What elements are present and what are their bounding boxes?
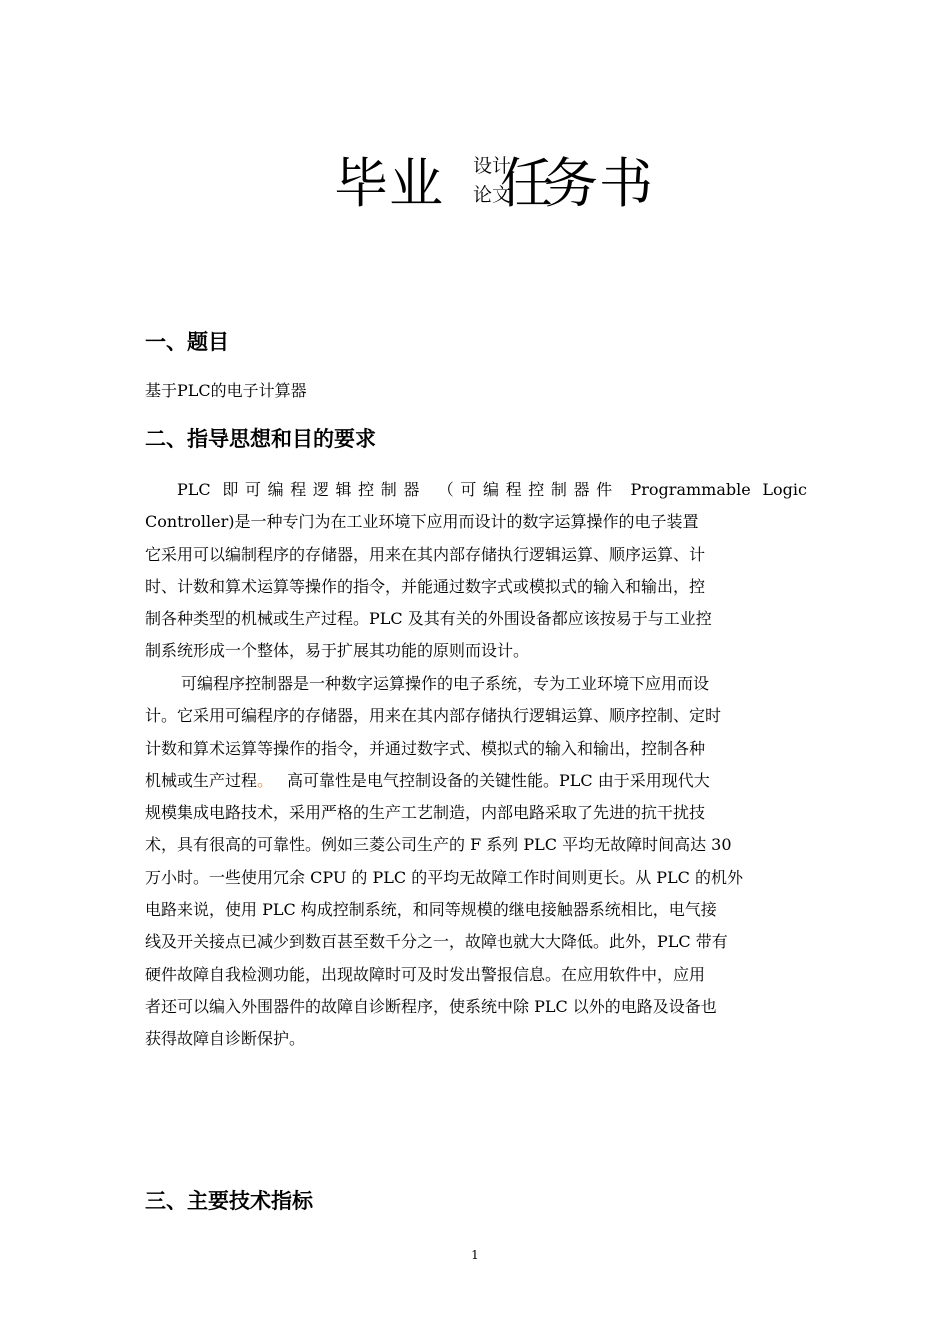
paragraph-line: 机械或生产过程。 高可靠性是电气控制设备的关键性能。PLC 由于采用现代大: [145, 770, 710, 790]
paragraph-line: 制各种类型的机械或生产过程。PLC 及其有关的外围设备都应该按易于与工业控: [145, 609, 712, 629]
paragraph-line: 制系统形成一个整体，易于扩展其功能的原则而设计。: [145, 641, 530, 661]
paragraph-line: 获得故障自诊断保护。: [145, 1029, 306, 1049]
title-right-text: 务书: [544, 152, 654, 215]
paragraph-line: 者还可以编入外围器件的故障自诊断程序，使系统中除 PLC 以外的电路及设备也: [145, 996, 717, 1016]
title-option-design: 设计: [473, 155, 512, 177]
paragraph-plc-intro: [145, 474, 807, 668]
paragraph-line: 它采用可以编制程序的存储器，用来在其内部存储执行逻辑运算、顺序运算、计: [145, 544, 706, 564]
topic-text: 基于PLC的电子计算器: [145, 381, 307, 400]
page-number: 1: [471, 1248, 479, 1262]
paragraph-line: PLC 即可编程逻辑控制器 （可编程控制器件 Programmable Logic: [177, 480, 807, 499]
title-right: [500, 148, 654, 220]
paragraph-line: 计数和算术运算等操作的指令，并通过数字式、模拟式的输入和输出，控制各种: [145, 738, 706, 758]
paragraph-line: 电路来说，使用 PLC 构成控制系统，和同等规模的继电接触器系统相比，电气接: [145, 900, 717, 920]
title-option-thesis: 论文: [473, 184, 512, 206]
section-heading-technical-specs: 三、主要技术指标: [145, 1189, 313, 1213]
paragraph-line: 可编程序控制器是一种数字运算操作的电子系统，专为工业环境下应用而设: [181, 674, 710, 693]
section-heading-topic: 一、题目: [145, 330, 229, 354]
document-title: [0, 148, 950, 223]
paragraph-plc-reliability: [145, 668, 807, 1056]
paragraph-line: 万小时。一些使用冗余 CPU 的 PLC 的平均无故障工作时间则更长。从 PLC 的机外: [145, 867, 743, 887]
paragraph-line: 术，具有很高的可靠性。例如三菱公司生产的 F 系列 PLC 平均无故障时间高达 30: [145, 835, 732, 855]
paragraph-line: 线及开关接点已减少到数百甚至数千分之一，故障也就大大降低。此外，PLC 带有: [145, 932, 728, 952]
title-cut-glyph: 任: [500, 152, 555, 215]
paragraph-line: 规模集成电路技术，采用严格的生产工艺制造，内部电路采取了先进的抗干扰技: [145, 803, 706, 823]
paragraph-line: Controller)是一种专门为在工业环境下应用而设计的数字运算操作的电子装置: [145, 512, 699, 532]
paragraph-line: 计。它采用可编程序的存储器，用来在其内部存储执行逻辑运算、顺序控制、定时: [145, 706, 722, 726]
paragraph-line: 时、计数和算术运算等操作的指令，并能通过数字式或模拟式的输入和输出，控: [145, 576, 706, 596]
paragraph-line: 硬件故障自我检测功能，出现故障时可及时发出警报信息。在应用软件中，应用: [145, 964, 706, 984]
title-left: 毕业: [334, 152, 444, 215]
section-heading-guidance: 二、指导思想和目的要求: [145, 427, 376, 451]
highlight-mark: 。: [257, 770, 274, 790]
